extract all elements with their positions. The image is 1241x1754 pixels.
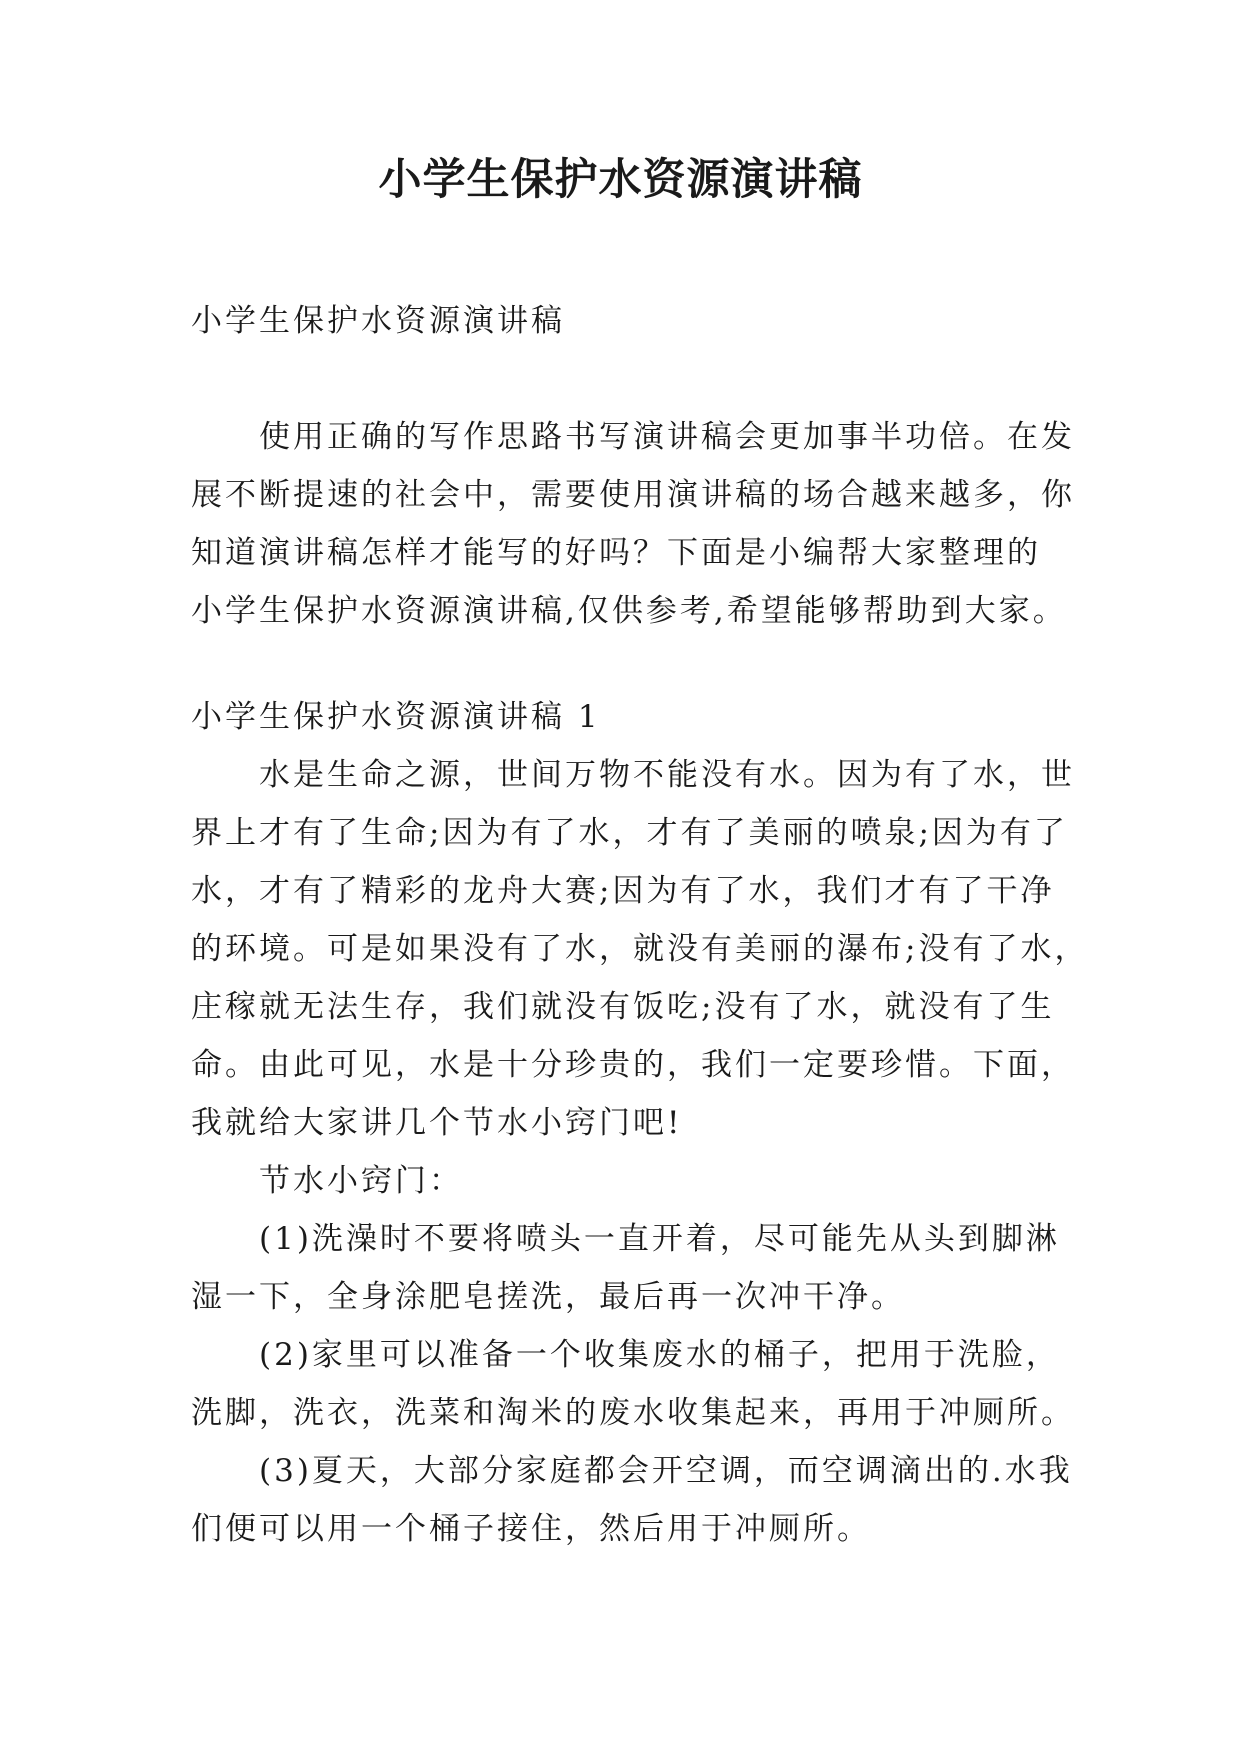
- document-body: [191, 292, 1089, 1558]
- spacer: [191, 350, 1071, 408]
- tip-line: (2)家里可以准备一个收集废水的桶子，把用于洗脸，: [259, 1337, 1060, 1373]
- paragraph-line: 命。由此可见，水是十分珍贵的，我们一定要珍惜。下面，: [191, 1047, 1075, 1083]
- paragraph-line: 的环境。可是如果没有了水，就没有美丽的瀑布;没有了水，: [191, 931, 1089, 967]
- tip-line: 湿一下，全身涂肥皂搓洗，最后再一次冲干净。: [191, 1279, 905, 1315]
- intro-paragraph: [191, 408, 1075, 640]
- tip-line: (1)洗澡时不要将喷头一直开着，尽可能先从头到脚淋: [259, 1221, 1060, 1257]
- section-heading: 小学生保护水资源演讲稿 1: [191, 699, 601, 735]
- paragraph-line: 我就给大家讲几个节水小窍门吧!: [191, 1105, 683, 1141]
- tip-line: 们便可以用一个桶子接住，然后用于冲厕所。: [191, 1511, 871, 1547]
- tips-heading: 节水小窍门：: [259, 1163, 463, 1199]
- document-subtitle: 小学生保护水资源演讲稿: [191, 303, 565, 339]
- intro-line: 展不断提速的社会中，需要使用演讲稿的场合越来越多，你: [191, 477, 1075, 513]
- tip-wastewater-bucket: [191, 1326, 1075, 1442]
- intro-line: 小学生保护水资源演讲稿,仅供参考,希望能够帮助到大家。: [191, 593, 1067, 629]
- tip-air-conditioner: [191, 1442, 1071, 1558]
- paragraph-line: 水是生命之源，世间万物不能没有水。因为有了水，世: [259, 757, 1075, 793]
- paragraph-line: 界上才有了生命;因为有了水，才有了美丽的喷泉;因为有了: [191, 815, 1068, 851]
- tip-shower: [191, 1210, 1071, 1326]
- tip-line: (3)夏天，大部分家庭都会开空调，而空调滴出的.水我: [259, 1453, 1073, 1489]
- intro-line: 使用正确的写作思路书写演讲稿会更加事半功倍。在发: [259, 419, 1075, 455]
- document-title: 小学生保护水资源演讲稿: [378, 155, 863, 205]
- paragraph-line: 庄稼就无法生存，我们就没有饭吃;没有了水，就没有了生: [191, 989, 1055, 1025]
- paragraph-line: 水，才有了精彩的龙舟大赛;因为有了水，我们才有了干净: [191, 873, 1055, 909]
- paragraph-water-life: [191, 746, 1089, 1152]
- intro-line: 知道演讲稿怎样才能写的好吗？下面是小编帮大家整理的: [191, 535, 1041, 571]
- spacer: [191, 640, 1071, 688]
- tip-line: 洗脚，洗衣，洗菜和淘米的废水收集起来，再用于冲厕所。: [191, 1395, 1075, 1431]
